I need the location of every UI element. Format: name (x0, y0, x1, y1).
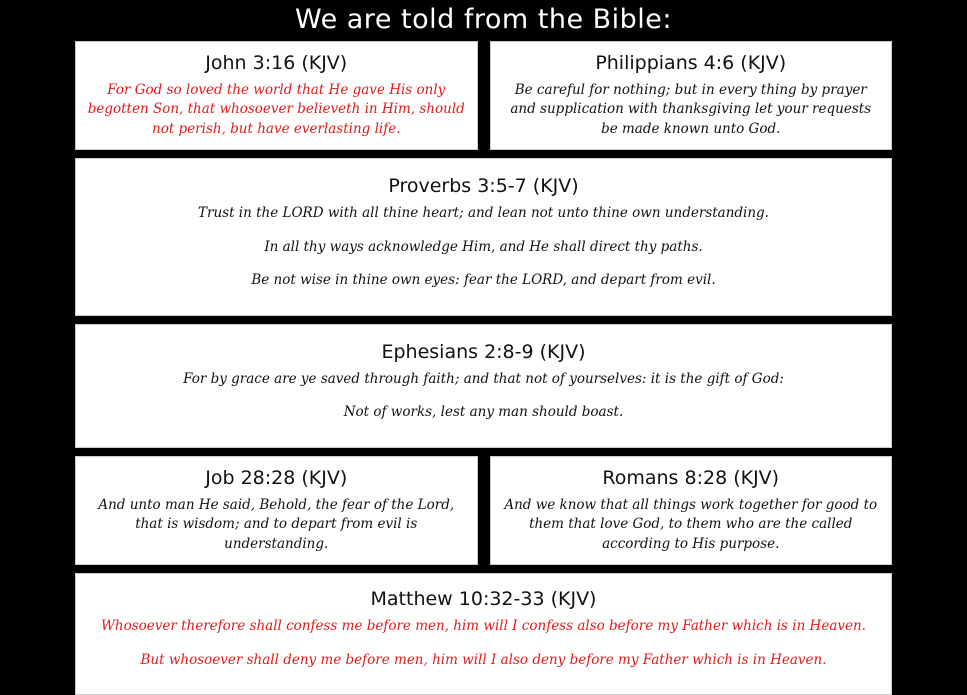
verse-reference: John 3:16 (KJV) (205, 52, 348, 74)
page-title: We are told from the Bible: (294, 4, 673, 35)
verse-text: And we know that all things work together for good to them that love God, to them who are the called according to His purpose. (504, 496, 878, 552)
verse-card-ephesians-2-8-9 (75, 324, 892, 448)
verse-card-romans-8-28 (490, 456, 893, 565)
verse-text: And unto man He said, Behold, the fear of the Lord, that is wisdom; and to depart from evil is understanding. (98, 496, 455, 552)
verse-card-proverbs-3-5-7 (75, 158, 892, 315)
verse-text: Trust in the LORD with all thine heart; and lean not unto thine own understanding. (198, 205, 769, 222)
verse-row (75, 573, 892, 695)
verse-text: Not of works, lest any man should boast. (343, 404, 624, 421)
verse-reference: Ephesians 2:8-9 (KJV) (381, 340, 586, 363)
verse-card-job-28-28 (75, 456, 478, 565)
verse-card-grid (0, 41, 967, 695)
verse-text: Whosoever therefore shall confess me before men, him will I confess also before my Father which is in Heaven. (101, 618, 866, 635)
verse-row (75, 324, 892, 448)
verse-reference: Job 28:28 (KJV) (205, 466, 348, 489)
verse-row (75, 456, 892, 565)
verse-text: Be careful for nothing; but in every thing by prayer and supplication with thanksgiving let your requests be made known unto God. (510, 81, 872, 137)
verse-card-philippians-4-6 (490, 41, 893, 150)
verse-reference: Matthew 10:32-33 (KJV) (370, 588, 597, 611)
verse-text: Be not wise in thine own eyes: fear the LORD, and depart from evil. (251, 272, 716, 289)
verse-reference: Proverbs 3:5-7 (KJV) (388, 175, 579, 198)
verse-card-john-3-16 (75, 41, 478, 150)
verse-text: But whosoever shall deny me before men, him will I also deny before my Father which is in Heaven. (140, 651, 827, 668)
verse-text: In all thy ways acknowledge Him, and He shall direct thy paths. (264, 238, 703, 255)
verse-reference: Philippians 4:6 (KJV) (595, 52, 787, 74)
verse-text: For God so loved the world that He gave His only begotten Son, that whosoever believeth in Him, should not perish, but have everlasting life. (87, 81, 465, 137)
verse-card-matthew-10-32-33 (75, 573, 892, 695)
verse-text: For by grace are ye saved through faith; and that not of yourselves: it is the gift of God: (183, 370, 784, 387)
verse-row (75, 158, 892, 315)
verse-row (75, 41, 892, 150)
verse-reference: Romans 8:28 (KJV) (602, 466, 780, 489)
